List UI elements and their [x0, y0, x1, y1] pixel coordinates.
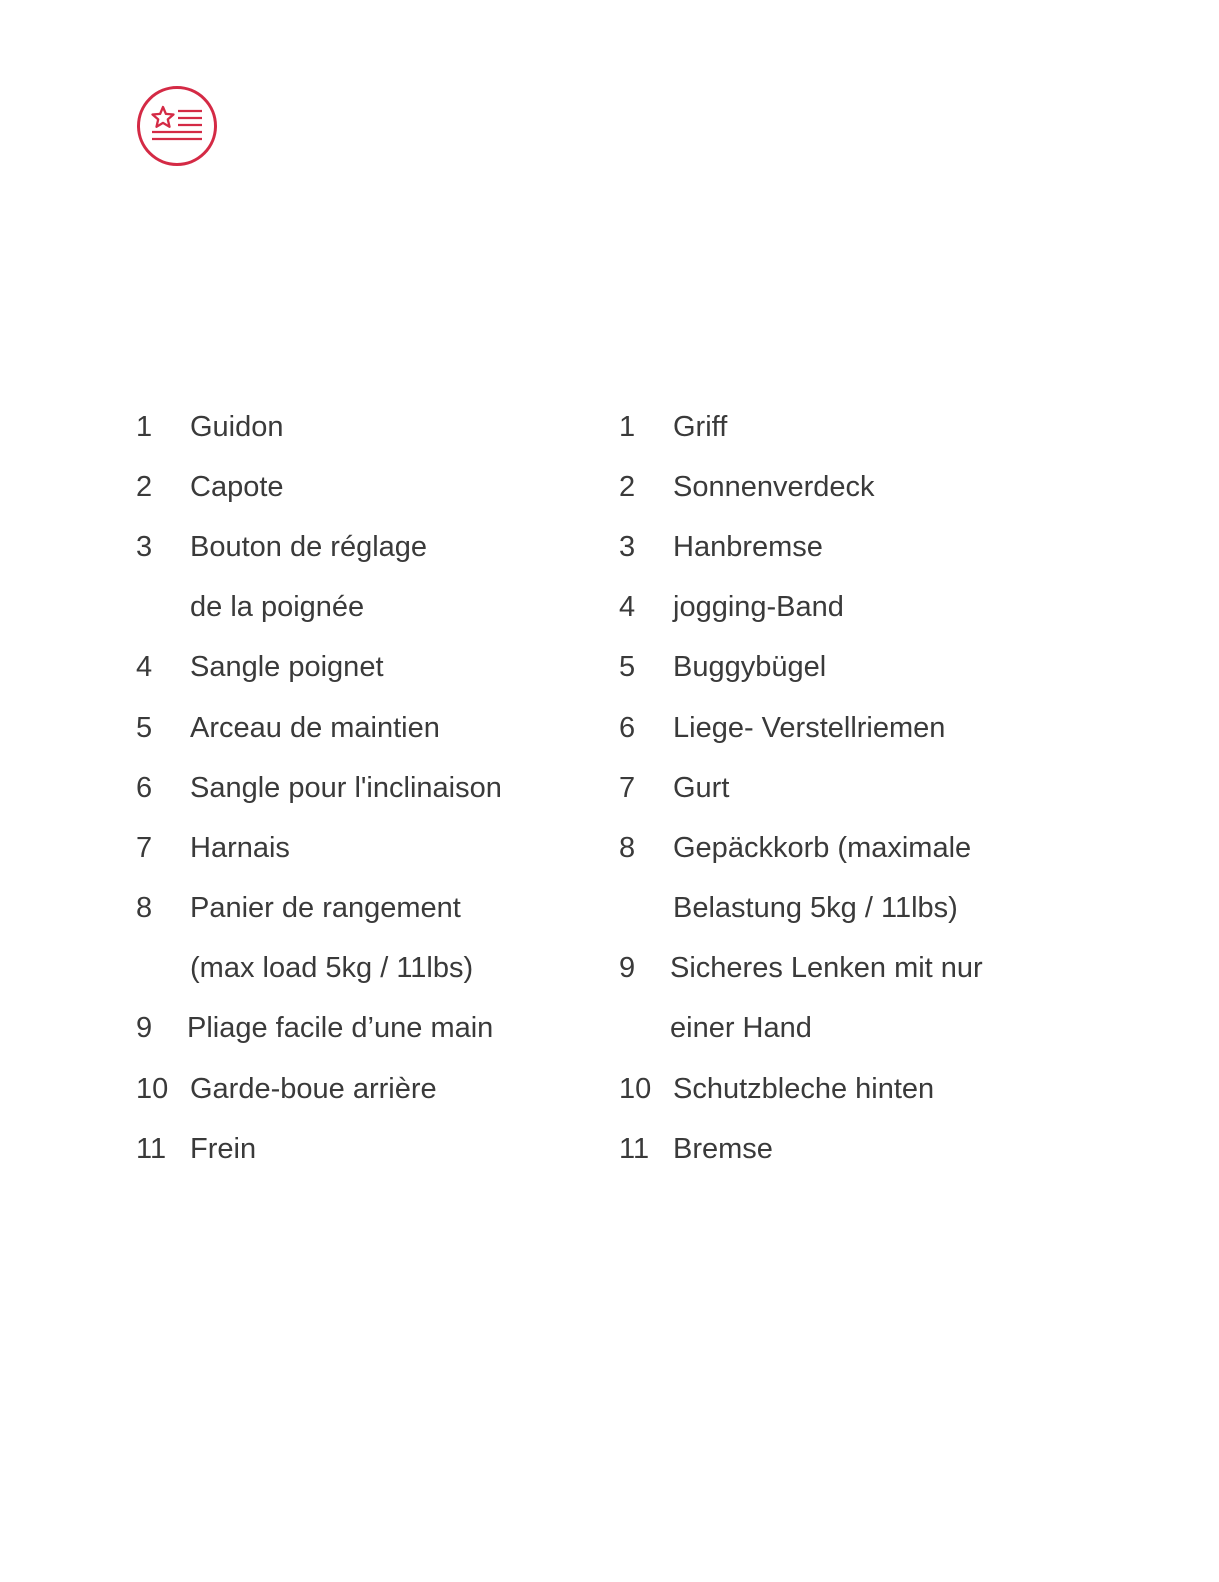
- item-number: 11: [619, 1132, 650, 1165]
- item-number: 9: [136, 1012, 153, 1045]
- list-item: [619, 818, 1099, 878]
- item-number: 2: [619, 470, 636, 503]
- list-item: [619, 939, 1099, 999]
- list-item: [136, 1119, 596, 1179]
- list-item-continuation: [136, 939, 596, 999]
- item-label: Belastung 5kg / 11lbs): [673, 892, 958, 925]
- item-label: Sonnenverdeck: [673, 470, 875, 503]
- list-item: [619, 517, 1099, 577]
- item-number: 3: [619, 530, 636, 563]
- star-list-icon: [136, 85, 218, 167]
- item-number: 7: [136, 831, 153, 864]
- list-item: [136, 818, 596, 878]
- list-item-continuation: [136, 578, 596, 638]
- list-item: [136, 999, 596, 1059]
- list-item: [136, 517, 596, 577]
- item-number: 1: [619, 410, 636, 443]
- item-label: Griff: [673, 410, 728, 443]
- item-label: Guidon: [190, 410, 284, 443]
- item-label: jogging-Band: [673, 591, 844, 624]
- item-number: 4: [136, 651, 153, 684]
- item-number: 10: [136, 1072, 169, 1105]
- item-label: Harnais: [190, 831, 290, 864]
- item-number: 11: [136, 1132, 167, 1165]
- item-number: 4: [619, 591, 636, 624]
- item-label: Bremse: [673, 1132, 773, 1165]
- list-item: [619, 1059, 1099, 1119]
- item-label: Garde-boue arrière: [190, 1072, 437, 1105]
- item-number: 7: [619, 771, 636, 804]
- list-item: [619, 698, 1099, 758]
- item-number: 10: [619, 1072, 652, 1105]
- item-number: 1: [136, 410, 153, 443]
- list-item: [619, 1119, 1099, 1179]
- item-label: Arceau de maintien: [190, 711, 440, 744]
- list-item: [136, 397, 596, 457]
- item-number: 8: [136, 892, 153, 925]
- item-number: 8: [619, 831, 636, 864]
- item-label: (max load 5kg / 11lbs): [190, 952, 474, 985]
- item-label: Sangle poignet: [190, 651, 384, 684]
- item-number: 2: [136, 470, 153, 503]
- list-item: [136, 638, 596, 698]
- item-label: de la poignée: [190, 591, 365, 624]
- list-item: [136, 758, 596, 818]
- list-item: [136, 1059, 596, 1119]
- list-item: [619, 758, 1099, 818]
- item-label: Hanbremse: [673, 530, 823, 563]
- item-label: Gepäckkorb (maximale: [673, 831, 972, 864]
- item-number: 6: [136, 771, 153, 804]
- item-number: 9: [619, 952, 636, 985]
- french-parts-list: [136, 397, 596, 1179]
- item-label: Sicheres Lenken mit nur: [670, 952, 983, 985]
- item-number: 6: [619, 711, 636, 744]
- list-item: [619, 397, 1099, 457]
- list-item: [619, 638, 1099, 698]
- german-parts-list: [619, 397, 1099, 1179]
- item-number: 5: [619, 651, 636, 684]
- item-label: Schutzbleche hinten: [673, 1072, 935, 1105]
- list-item: [136, 698, 596, 758]
- item-label: Frein: [190, 1132, 257, 1165]
- item-label: Gurt: [673, 771, 730, 804]
- list-item: [619, 578, 1099, 638]
- list-item-continuation: [619, 879, 1099, 939]
- item-label: Sangle pour l'inclinaison: [190, 771, 502, 804]
- item-label: Bouton de réglage: [190, 530, 428, 563]
- list-item: [136, 879, 596, 939]
- item-label: Liege- Verstellriemen: [673, 711, 946, 744]
- item-label: einer Hand: [670, 1012, 812, 1045]
- item-label: Pliage facile d’une main: [187, 1012, 494, 1045]
- item-label: Buggybügel: [673, 651, 827, 684]
- list-item-continuation: [619, 999, 1099, 1059]
- item-label: Capote: [190, 470, 284, 503]
- list-item: [136, 457, 596, 517]
- item-label: Panier de rangement: [190, 892, 461, 925]
- item-number: 3: [136, 530, 153, 563]
- list-item: [619, 457, 1099, 517]
- item-number: 5: [136, 711, 153, 744]
